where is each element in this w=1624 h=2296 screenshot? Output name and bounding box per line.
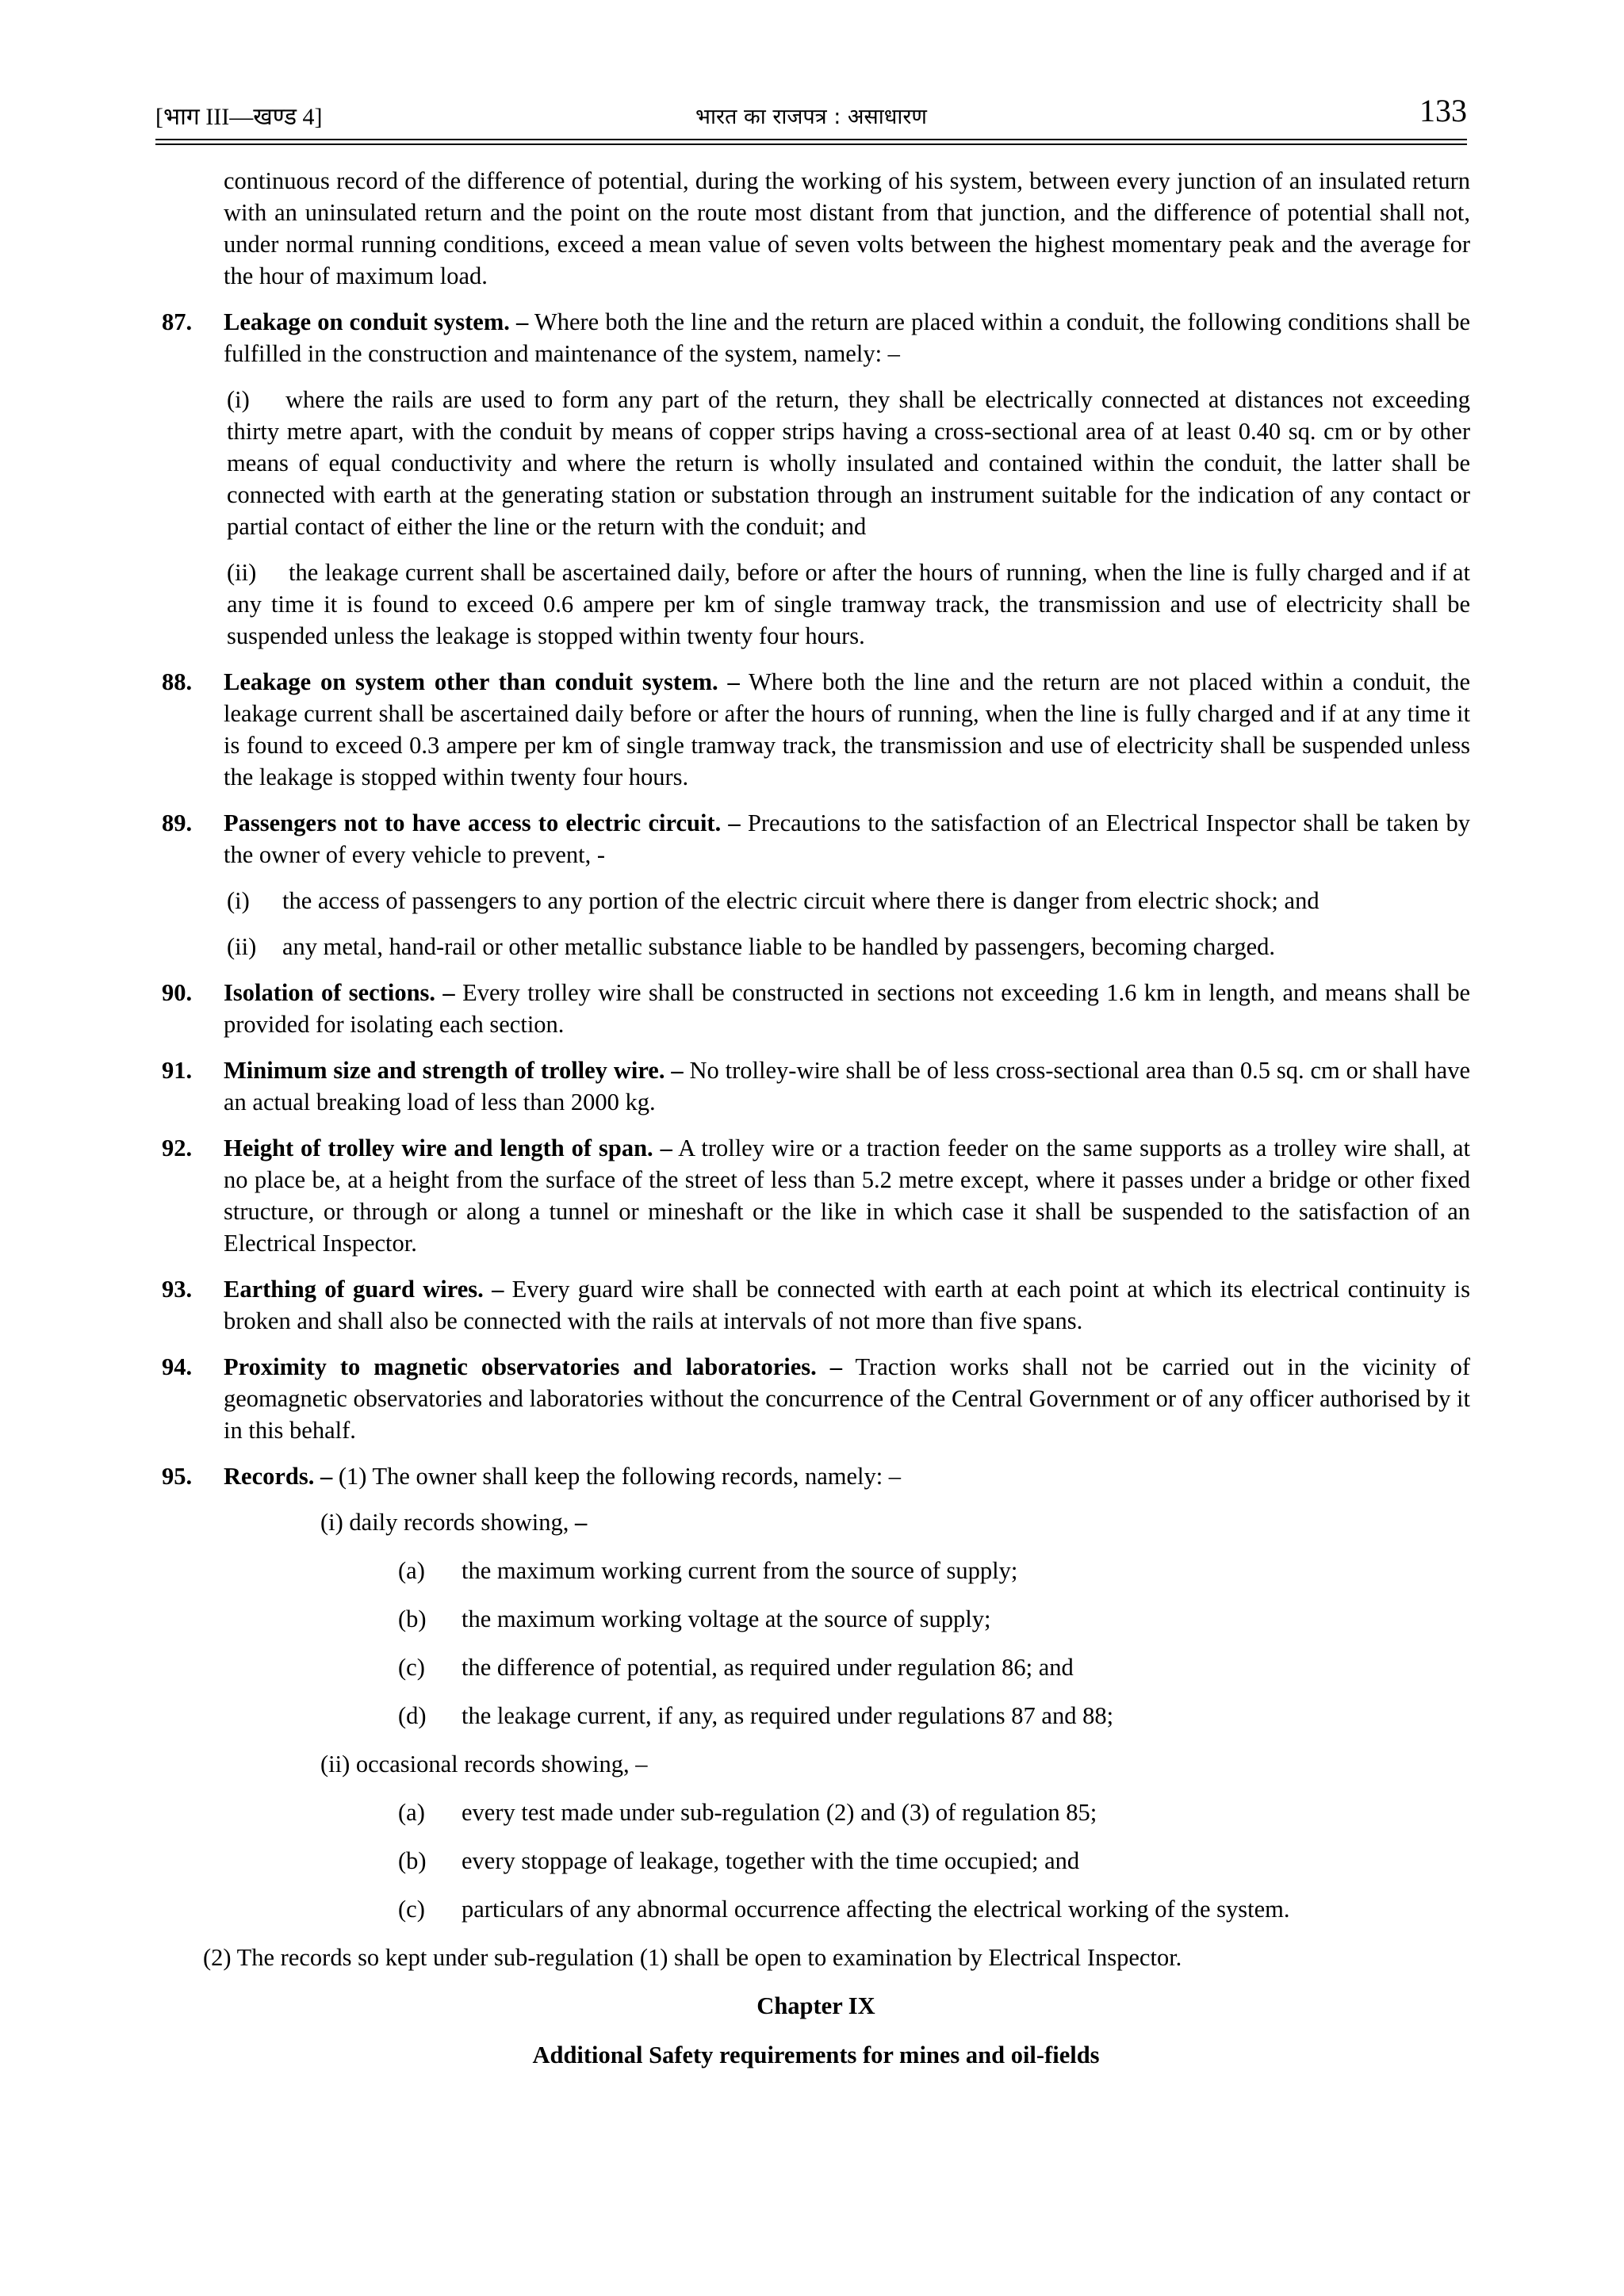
clause-text: the access of passengers to any portion of the electric circuit where there is danger from electric shock; and <box>282 887 1320 914</box>
record-item <box>162 1797 1470 1828</box>
record-item-label: (b) <box>398 1605 427 1632</box>
regulation-number: 88. <box>162 668 193 695</box>
clause-label: (i) <box>227 887 250 914</box>
daily-records-text: (i) daily records showing, <box>320 1509 576 1536</box>
header-rule-top <box>155 139 1467 140</box>
regulation-94 <box>162 1351 1470 1446</box>
record-item-label: (a) <box>398 1799 425 1826</box>
sub-regulation-2: (2) The records so kept under sub-regulation (1) shall be open to examination by Electrical Inspector. <box>203 1944 1182 1971</box>
regulation-text: Where both the line and the return are not placed within a conduit, the leakage current shall be ascertained daily before or after the hours of running, when the line is fully charged and if at any time it is found to exceed 0.3 ampere per km of single tramway track, the transmission and use of electricity shall be suspended unless the leakage is stopped within twenty four hours. <box>224 668 1470 790</box>
chapter-subtitle: Additional Safety requirements for mines and oil-fields <box>532 2042 1100 2068</box>
clause-label: (i) <box>227 386 250 413</box>
record-item-label: (d) <box>398 1702 427 1729</box>
regulation-title: Isolation of sections. – <box>224 979 455 1006</box>
regulation-number: 95. <box>162 1463 193 1490</box>
record-item-label: (a) <box>398 1557 425 1584</box>
regulation-90 <box>162 977 1470 1040</box>
regulation-title: Proximity to magnetic observatories and laboratories. – <box>224 1353 843 1380</box>
regulation-88 <box>162 666 1470 793</box>
regulation-title: Minimum size and strength of trolley wire. – <box>224 1057 684 1084</box>
record-item <box>162 1555 1470 1586</box>
record-item <box>162 1700 1470 1732</box>
clause <box>162 384 1470 542</box>
page-header <box>155 95 1467 135</box>
record-item-label: (c) <box>398 1896 425 1923</box>
record-item-text: particulars of any abnormal occurrence affecting the electrical working of the system. <box>462 1896 1290 1923</box>
regulation-title: Leakage on conduit system. – <box>224 308 529 335</box>
clause <box>162 557 1470 652</box>
regulation-title: Height of trolley wire and length of span. – <box>224 1135 672 1161</box>
regulation-number: 90. <box>162 979 193 1006</box>
regulation-title: Records. – <box>224 1463 333 1490</box>
clause-text: the leakage current shall be ascertained daily, before or after the hours of running, when the line is fully charged and if at any time it is found to exceed 0.6 ampere per km of single tramway track, the transmission and use of electricity shall be suspended unless the leakage is stopped within twenty four hours. <box>227 559 1470 649</box>
record-item <box>162 1603 1470 1635</box>
record-item-text: the leakage current, if any, as required under regulations 87 and 88; <box>462 1702 1114 1729</box>
regulation-number: 93. <box>162 1276 193 1303</box>
regulation-title: Earthing of guard wires. – <box>224 1276 504 1303</box>
clause-text: where the rails are used to form any part of the return, they shall be electrically connected at distances not exceeding thirty metre apart, with the conduit by means of copper strips having a cross-sectional area of at least 0.40 sq. cm or by other means of equal conductivity and where the return is wholly insulated and contained within the conduit, the latter shall be connected with earth at the generating station or substation through an instrument suitable for the indication of any contact or partial contact of either the line or the return with the conduit; and <box>227 386 1470 540</box>
regulation-text: Traction works shall not be carried out in the vicinity of geomagnetic observatories and laboratories without the concurrence of the Central Government or of any officer authorised by it in this behalf. <box>224 1353 1470 1444</box>
record-item-text: the maximum working voltage at the source of supply; <box>462 1605 991 1632</box>
clause-label: (ii) <box>227 933 257 960</box>
chapter-title: Chapter IX <box>756 1992 875 2019</box>
gazette-title: भारत का राजपत्र : असाधारण <box>695 105 927 129</box>
regulation-text: Where both the line and the return are placed within a conduit, the following conditions shall be fulfilled in the construction and maintenance of the system, namely: – <box>224 308 1470 367</box>
regulation-title: Leakage on system other than conduit system. – <box>224 668 740 695</box>
record-item-label: (b) <box>398 1847 427 1874</box>
record-item-text: the difference of potential, as required under regulation 86; and <box>462 1654 1074 1681</box>
regulation-95 <box>162 1460 1470 1492</box>
part-section-label: [भाग III—खण्ड 4] <box>155 104 323 130</box>
regulation-87 <box>162 306 1470 369</box>
record-item-text: every test made under sub-regulation (2) and (3) of regulation 85; <box>462 1799 1097 1826</box>
occasional-records-heading: (ii) occasional records showing, – <box>320 1751 648 1777</box>
daily-records-heading <box>162 1506 1470 1538</box>
regulation-93 <box>162 1273 1470 1337</box>
regulation-number: 91. <box>162 1057 193 1084</box>
record-item <box>162 1651 1470 1683</box>
regulation-text: A trolley wire or a traction feeder on the same supports as a trolley wire shall, at no place be, at a height from the surface of the street of less than 5.2 metre except, where it passes under a bridge or other fixed structure, or through or along a tunnel or mineshaft or the like in which case it shall be suspended to the satisfaction of an Electrical Inspector. <box>224 1135 1470 1257</box>
page-body <box>162 165 1470 2088</box>
regulation-text: (1) The owner shall keep the following records, namely: – <box>332 1463 902 1490</box>
header-rule-bottom <box>155 144 1467 145</box>
regulation-number: 92. <box>162 1135 193 1161</box>
record-item-text: the maximum working current from the source of supply; <box>462 1557 1018 1584</box>
record-item-text: every stoppage of leakage, together with the time occupied; and <box>462 1847 1080 1874</box>
continued-paragraph: continuous record of the difference of potential, during the working of his system, between every junction of an insulated return with an uninsulated return and the point on the route most distant from that junction, and the difference of potential shall not, under normal running conditions, exceed a mean value of seven volts between the highest momentary peak and the average for the hour of maximum load. <box>224 167 1470 289</box>
regulation-title: Passengers not to have access to electric circuit. – <box>224 809 741 836</box>
regulation-text: Every trolley wire shall be constructed in sections not exceeding 1.6 km in length, and means shall be provided for isolating each section. <box>224 979 1470 1038</box>
regulation-91 <box>162 1054 1470 1118</box>
page-number: 133 <box>1419 93 1467 128</box>
record-item <box>162 1845 1470 1877</box>
regulation-number: 94. <box>162 1353 193 1380</box>
regulation-text: Precautions to the satisfaction of an Electrical Inspector shall be taken by the owner of every vehicle to prevent, - <box>224 809 1470 868</box>
regulation-number: 87. <box>162 308 193 335</box>
clause <box>162 931 1470 962</box>
clause-label: (ii) <box>227 559 257 586</box>
regulation-text: No trolley-wire shall be of less cross-sectional area than 0.5 sq. cm or shall have an actual breaking load of less than 2000 kg. <box>224 1057 1471 1115</box>
record-item-label: (c) <box>398 1654 425 1681</box>
regulation-number: 89. <box>162 809 193 836</box>
clause <box>162 885 1470 916</box>
record-item <box>162 1893 1470 1925</box>
regulation-92 <box>162 1132 1470 1259</box>
daily-records-dash: – <box>575 1509 588 1536</box>
regulation-89 <box>162 807 1470 871</box>
regulation-text: Every guard wire shall be connected with earth at each point at which its electrical continuity is broken and shall also be connected with the rails at intervals of not more than five spans. <box>224 1276 1470 1334</box>
clause-text: any metal, hand-rail or other metallic substance liable to be handled by passengers, becoming charged. <box>282 933 1276 960</box>
